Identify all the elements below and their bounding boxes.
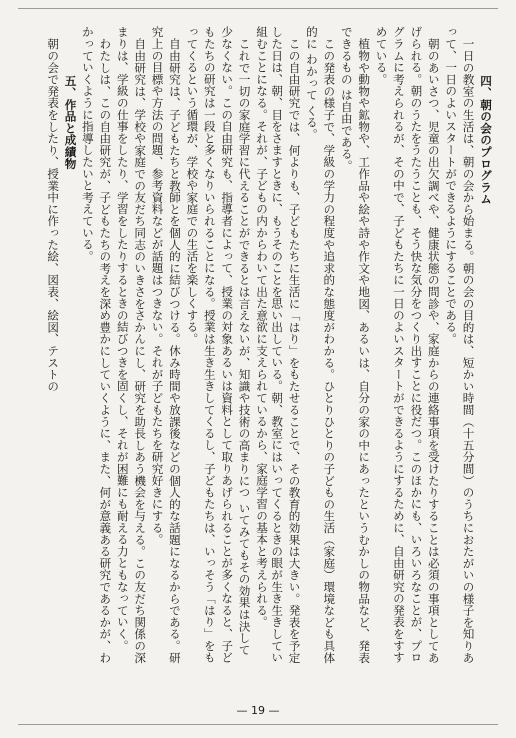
paragraph: 組むことになる。それが、子どもの内からわいて出た意欲に支えられているから、家庭学習の基本と考えられる。 — [255, 26, 269, 628]
paragraph: 朝のあいさつ、児童の出欠調べや、健康状態の問診や、家庭からの連絡事項を受けたりすることは必須の事項としてあげられる。朝のうたをうたうことも、そう快な気分をつくり出すことに役だつ。このほかにも、いろいろなことが、プログラムに考えられるが、その中で、子どもたちに一日のよいスタートができるようにするために、自由研究の発表をすすめている。 — [374, 26, 441, 664]
paragraph: 自由研究は、子どもたちと教師とを個人的に結びつける。休み時間や放課後などの個人的な話題になるからである。研究上の目標や方法の問題、参考資料などが話題はつきない。それが子どもたちを研究好きにする。 — [150, 26, 182, 663]
right-text-column — [270, 26, 494, 666]
paragraph: 植物や動物や鉱物や、工作品や絵や詩や作文や地図、あるいは、自分の家の中にあったというむかしの物品など、発表できるもの は自由である。 — [339, 26, 372, 663]
paragraph: 一日の教室の生活は、朝の会から始まる。朝の会の目的は、短かい時間（十五分間）のうちにおたがいの様子を知りあって、一日のよいスタートができるようにすることである。 — [444, 26, 476, 663]
paragraph: この発表の様子で、学級の学力の程度や追求的な態度がわかる。ひとりひとりの子どもの生活（家庭）環境なども具体的に わかって くる。 — [304, 26, 337, 663]
paragraph: この自由研究では、何よりも、子どもたちに生活に「はり」をもたせることで、その教育的効果は大きい。発表を予定した日は、朝、目をさますときに、もうそのことを思い出している。朝、教室にはいってくるときの眼が生き生きしてい — [270, 26, 302, 664]
paragraph: わたしは、この自由研究が、子どもたちの考えを深め豊かにしていくように、また、何が意義ある研究であるかが、わかっていくように指導したいと考えている。 — [80, 26, 113, 663]
left-text-column — [34, 26, 270, 666]
paragraph: 自由研究は、学校や家庭での友だち同志のいきさをさかんにし、研究を助長しあう機会を与える。この友だち関係の深まりは、学級の仕事をしたり、学習をしたりするときの結びつきを固くし、それが困難にも耐える力ともなっていく。 — [115, 26, 148, 663]
section-heading-morning-program: 四、朝の会のプログラム — [479, 74, 493, 205]
section-heading-works-and-grades: 五、作品と成績物 — [63, 74, 78, 170]
top-rule — [18, 8, 498, 9]
paragraph: これで一切の家庭学習に代えることができるとは言えないが、知識や技術の高まりにつ いてみてもその効果は決して少なくない。この自由研究も、指導者によって、授業の対象あるいは資料として取りあげられることが多くなると、子どもたちの研究は一段と多くなりいられることになる。授業は生き生きしてくるし、子どもたちは、いっそう「はり」をもってくるという循環が、学校や家庭での生活を楽しくする。 — [185, 26, 252, 664]
bottom-rule — [18, 724, 498, 725]
page-number: — 19 — — [236, 704, 280, 717]
paragraph: 朝の会で発表をしたり、授業中に作った絵、図表、絵図、テストの — [46, 37, 61, 392]
